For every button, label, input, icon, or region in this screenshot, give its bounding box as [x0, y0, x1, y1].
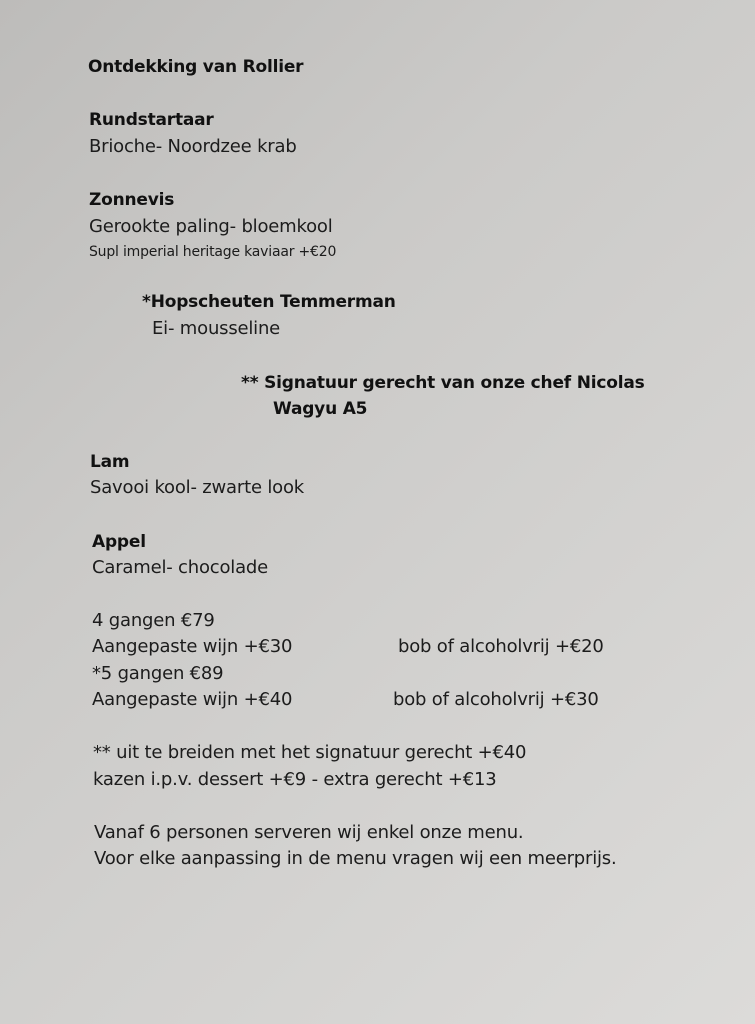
price-four-bob: bob of alcoholvrij +€20	[398, 636, 604, 657]
price-four-wine: Aangepaste wijn +€30	[92, 636, 293, 657]
course-desc: Savooi kool- zwarte look	[90, 477, 304, 498]
menu-title: Ontdekking van Rollier	[88, 57, 304, 77]
course-name: *Hopscheuten Temmerman	[142, 292, 396, 312]
course-desc: Gerookte paling- bloemkool	[89, 216, 333, 237]
course-name: Appel	[92, 532, 146, 552]
note-line: Voor elke aanpassing in de menu vragen wij een meerprijs.	[94, 848, 617, 869]
course-desc: Caramel- chocolade	[92, 557, 269, 578]
course-desc: Wagyu A5	[273, 399, 368, 419]
course-supplement: Supl imperial heritage kaviaar +€20	[89, 244, 337, 260]
price-five-courses: *5 gangen €89	[92, 663, 224, 684]
course-name: ** Signatuur gerecht van onze chef Nicolas	[241, 373, 645, 393]
price-four-courses: 4 gangen €79	[92, 610, 215, 631]
course-name: Rundstartaar	[89, 110, 214, 130]
course-name: Zonnevis	[89, 190, 175, 210]
course-desc: Brioche- Noordzee krab	[89, 136, 297, 157]
note-line: Vanaf 6 personen serveren wij enkel onze menu.	[94, 822, 524, 843]
course-name: Lam	[90, 452, 130, 472]
course-desc: Ei- mousseline	[152, 318, 281, 339]
extra-line: kazen i.p.v. dessert +€9 - extra gerecht +€13	[93, 769, 497, 790]
price-five-wine: Aangepaste wijn +€40	[92, 689, 293, 710]
price-five-bob: bob of alcoholvrij +€30	[393, 689, 599, 710]
extra-line: ** uit te breiden met het signatuur gerecht +€40	[93, 742, 527, 763]
